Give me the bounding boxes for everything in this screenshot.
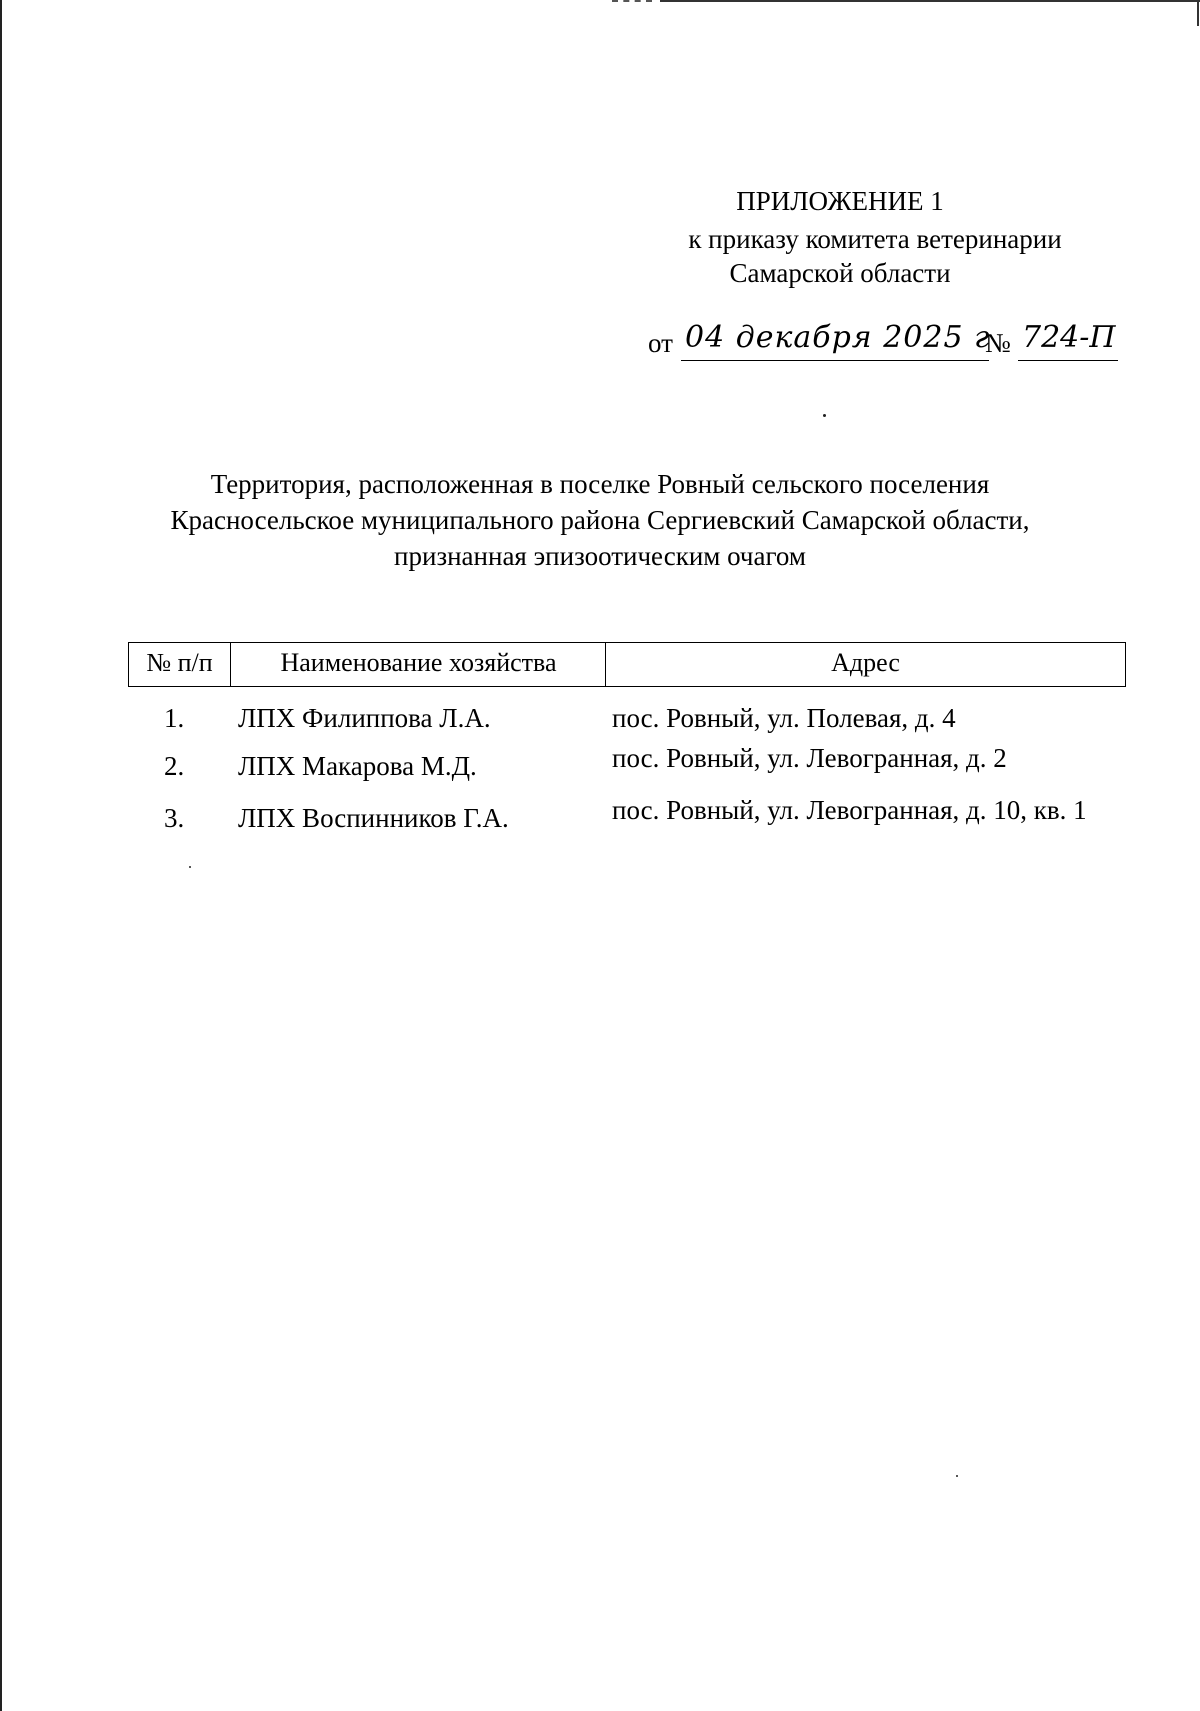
table-row: [128, 703, 1128, 743]
order-number-label: №: [985, 328, 1011, 358]
document-title: [150, 466, 1050, 574]
appendix-region: Самарской области: [729, 258, 951, 288]
order-line: [645, 322, 1125, 366]
row-number: 2.: [164, 751, 185, 781]
scan-edge-top: [660, 0, 1200, 2]
order-from-label: от: [648, 328, 673, 358]
row-name: ЛПХ Макарова М.Д.: [238, 751, 477, 781]
table-row: [128, 795, 1128, 841]
scan-dot: [956, 1475, 958, 1477]
order-number-handwritten: 724-П: [1022, 320, 1116, 355]
row-address: пос. Ровный, ул. Полевая, д. 4: [612, 703, 956, 733]
order-date-field: [681, 322, 989, 361]
document-title-line-1: Территория, расположенная в поселке Ровный сельского поселения: [210, 469, 990, 499]
row-address: пос. Ровный, ул. Левогранная, д. 10, кв. 1: [612, 795, 1087, 825]
table-header: [128, 642, 1126, 687]
header-name: Наименование хозяйства: [230, 643, 606, 686]
header-address: Адрес: [605, 643, 1125, 686]
appendix-title: ПРИЛОЖЕНИЕ 1: [736, 186, 944, 216]
document-title-line-2: Красносельское муниципального района Сергиевский Самарской области,: [170, 505, 1030, 535]
document-title-line-3: признанная эпизоотическим очагом: [394, 541, 806, 571]
scan-dot: [189, 866, 191, 868]
scan-dot: [823, 414, 826, 417]
order-date-handwritten: 04 декабря 2025 г: [685, 320, 991, 355]
row-address: пос. Ровный, ул. Левогранная, д. 2: [612, 743, 1007, 773]
row-number: 1.: [164, 703, 185, 733]
order-number-field: [1018, 322, 1118, 361]
row-number: 3.: [164, 803, 185, 833]
scan-edge-right: [1197, 0, 1199, 26]
row-name: ЛПХ Филиппова Л.А.: [238, 703, 491, 733]
header-number: № п/п: [146, 648, 213, 677]
scan-edge-top-dash: [612, 0, 652, 2]
scan-edge-left: [0, 0, 2, 1711]
appendix-reference: к приказу комитета ветеринарии: [688, 224, 1062, 254]
row-name: ЛПХ Воспинников Г.А.: [238, 803, 509, 833]
table-row: [128, 743, 1128, 789]
